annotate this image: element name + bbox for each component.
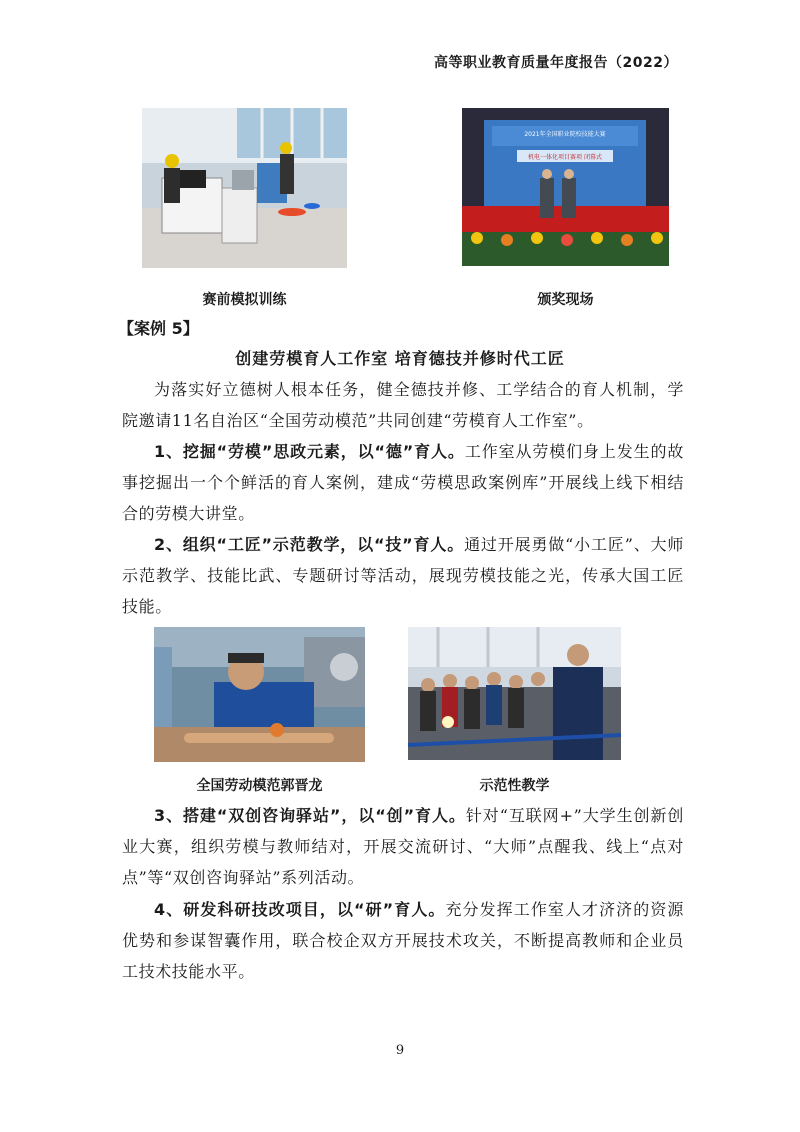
model-worker-caption: 全国劳动模范郭晋龙 [196, 778, 323, 794]
case-title: 创建劳模育人工作室 培育德技并修时代工匠 [235, 349, 565, 368]
paragraph-3-heading: 3、搭建“双创咨询驿站”，以“创”育人。 [154, 806, 466, 825]
training-caption: 赛前模拟训练 [202, 292, 287, 308]
paragraph-1-heading: 1、挖掘“劳模”思政元素，以“德”育人。 [154, 442, 465, 461]
paragraph-4-heading: 4、研发科研技改项目，以“研”育人。 [154, 900, 446, 919]
intro-paragraph [122, 374, 684, 436]
training-photo [142, 108, 347, 268]
paragraph-4 [122, 894, 684, 987]
page-number: 9 [395, 1043, 405, 1058]
model-worker-photo [154, 627, 365, 762]
paragraph-2-text: 通过开展勇做“小工匠”、大师示范教学、技能比武、专题研讨等活动，展现劳模技能之光，传承大国工匠技能。 [122, 535, 685, 616]
report-header: 高等职业教育质量年度报告（2022） [434, 55, 678, 71]
paragraph-3 [122, 800, 684, 893]
case-label: 【案例 5】 [118, 319, 199, 338]
banner-line-2: 机电一体化项目赛项 闭幕式 [528, 154, 602, 161]
demonstration-photo [408, 627, 621, 760]
banner-line-1: 2021年全国职业院校技能大赛 [524, 131, 606, 138]
demonstration-caption: 示范性教学 [479, 778, 550, 794]
paragraph-4-text: 充分发挥工作室人才济济的资源优势和参谋智囊作用，联合校企双方开展技术攻关，不断提高教师和企业员工技术技能水平。 [122, 900, 685, 981]
award-photo [462, 108, 669, 266]
paragraph-2 [122, 529, 684, 622]
intro-text: 为落实好立德树人根本任务，健全德技并修、工学结合的育人机制，学院邀请11名自治区“全国劳动模范”共同创建“劳模育人工作室”。 [122, 380, 684, 430]
paragraph-1-text: 工作室从劳模们身上发生的故事挖掘出一个个鲜活的育人案例，建成“劳模思政案例库”开展线上线下相结合的劳模大讲堂。 [122, 442, 684, 523]
paragraph-2-heading: 2、组织“工匠”示范教学，以“技”育人。 [154, 535, 465, 554]
award-caption: 颁奖现场 [537, 292, 594, 308]
paragraph-1 [122, 436, 684, 529]
paragraph-3-text: 针对“互联网+”大学生创新创业大赛，组织劳模与教师结对，开展交流研讨、“大师”点醒我、线上“点对点”等“双创咨询驿站”系列活动。 [122, 806, 684, 887]
